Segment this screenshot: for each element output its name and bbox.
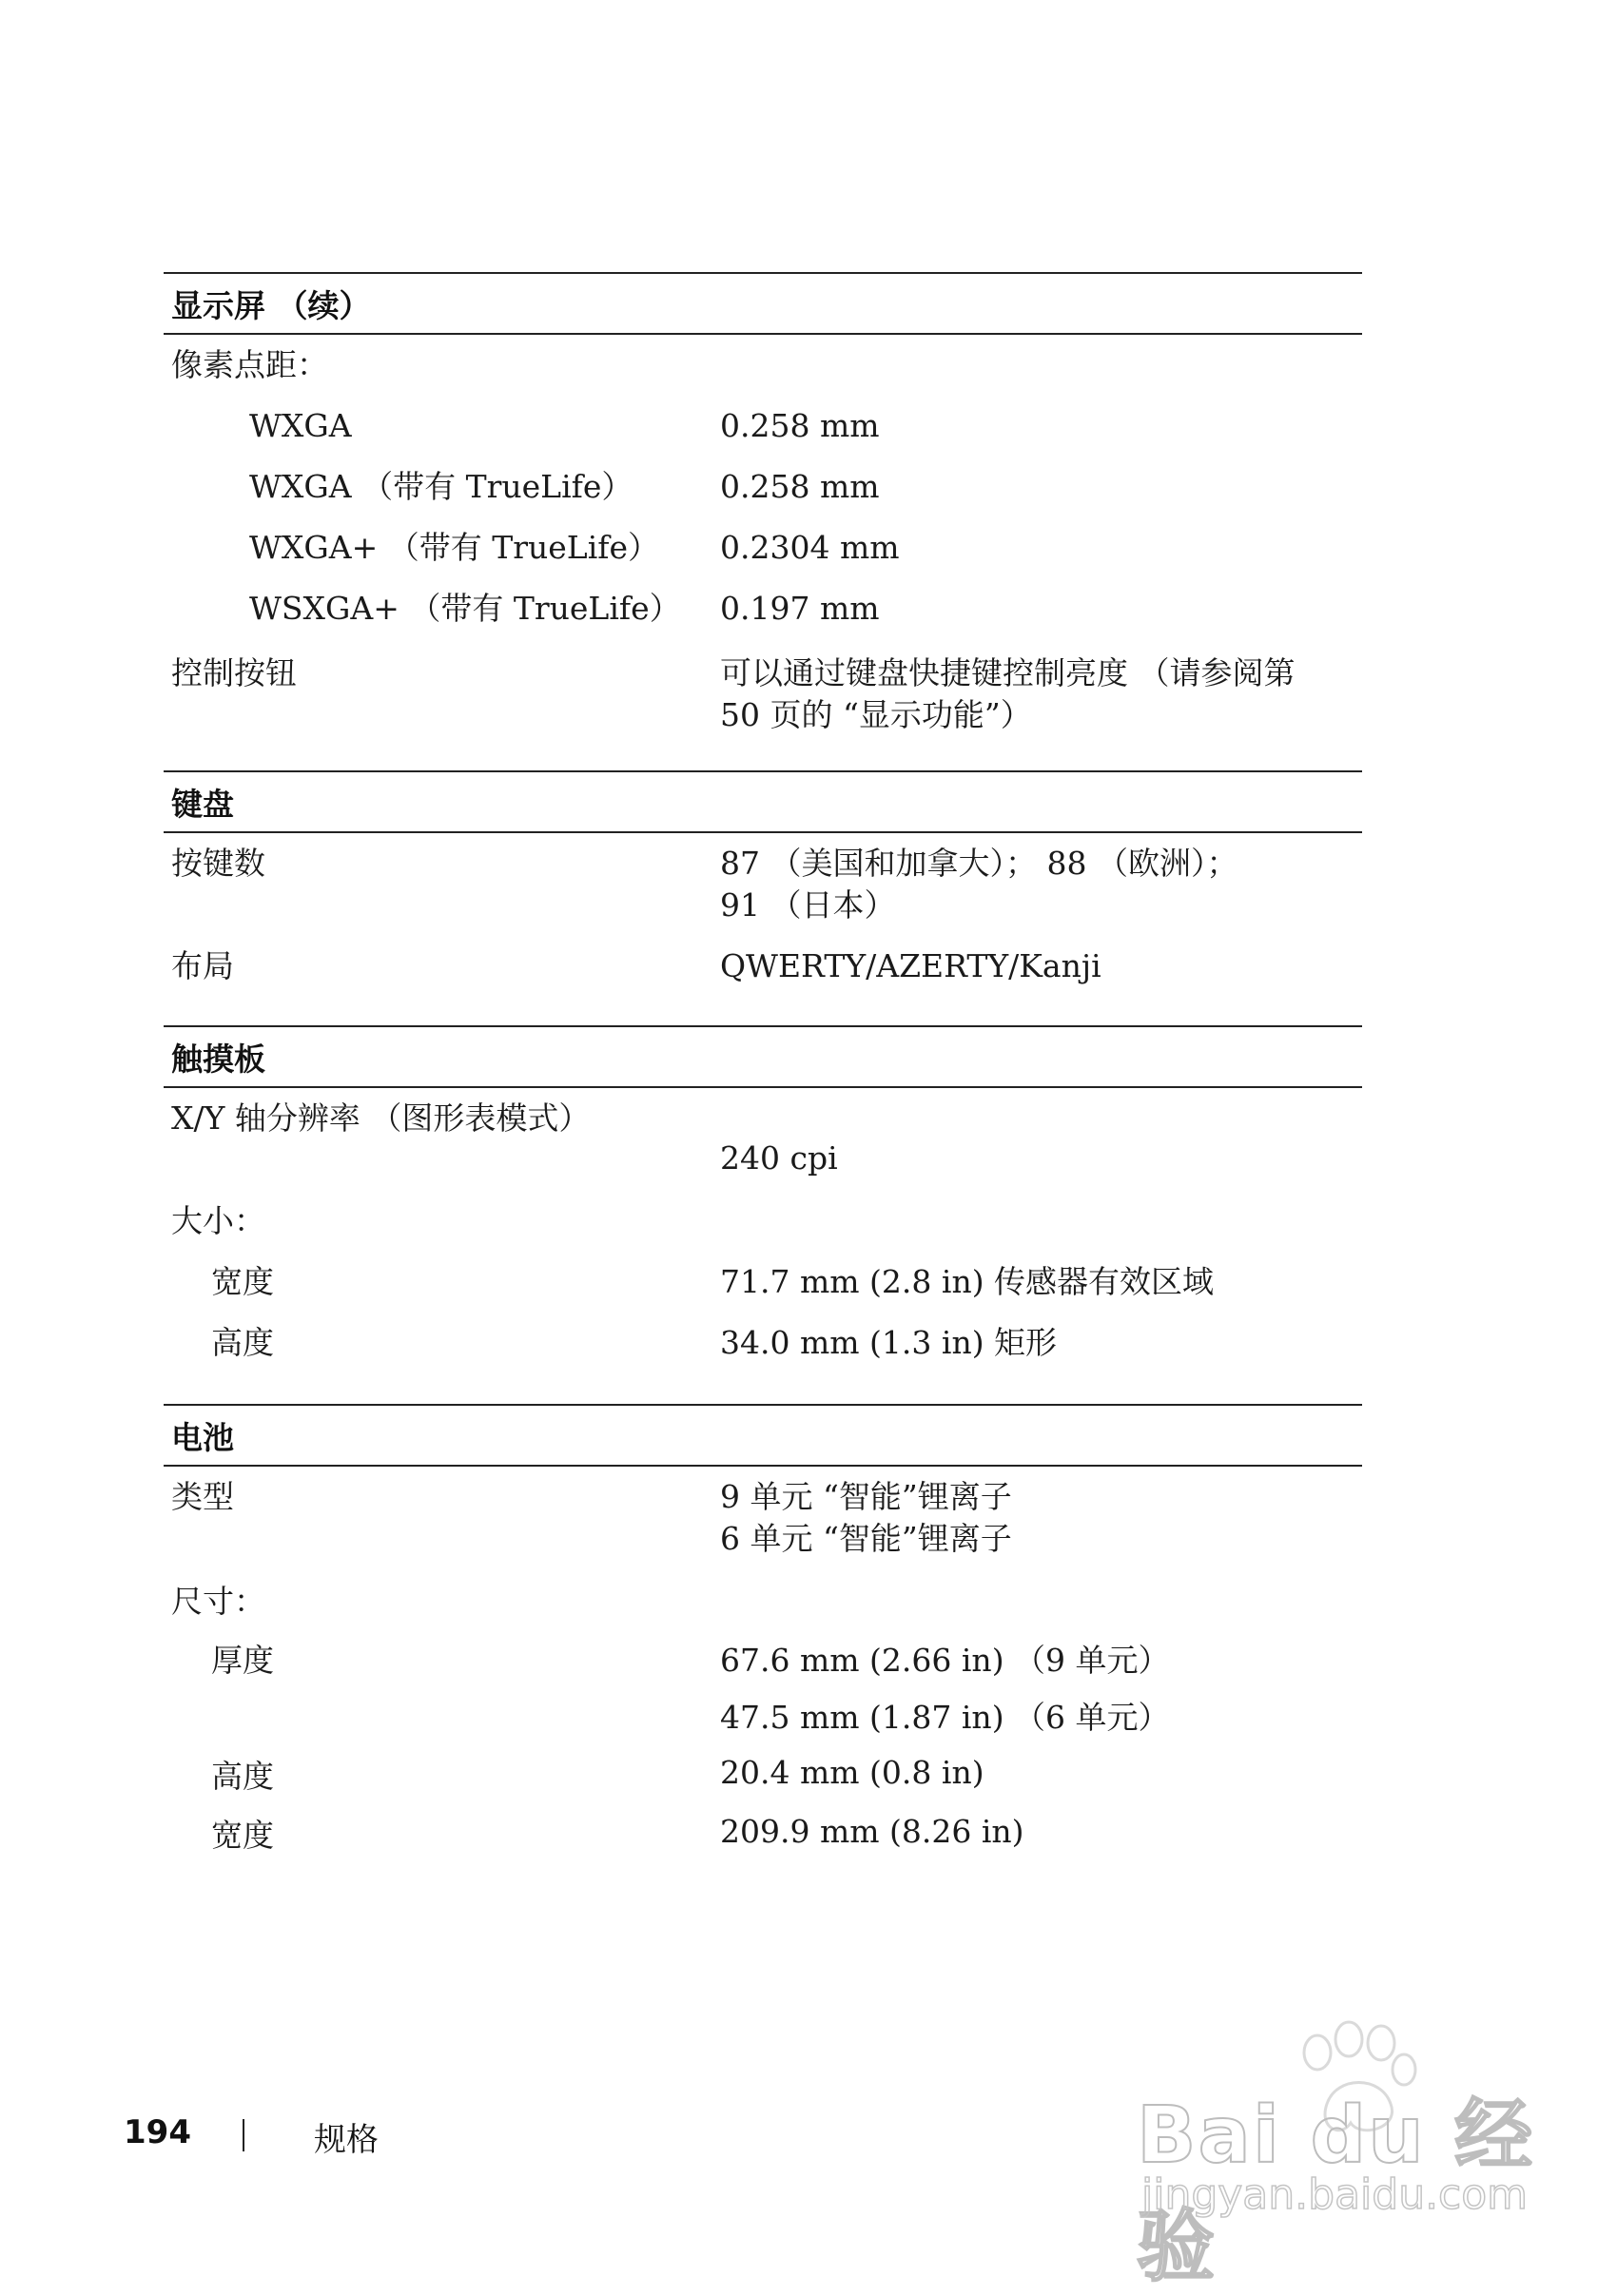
touchpad-height-value: 34.0 mm (1.3 in) 矩形 — [720, 1324, 1058, 1361]
touchpad-section — [164, 1025, 1362, 1361]
touchpad-height-label: 高度 — [211, 1324, 274, 1361]
keys-value-line1: 87 （美国和加拿大）； 88 （欧洲）； — [720, 845, 1238, 882]
battery-type-label: 类型 — [171, 1478, 234, 1515]
pixel-pitch-label: 像素点距： — [171, 346, 328, 383]
keyboard-section — [164, 770, 1362, 984]
pitch-value-wxga: 0.258 mm — [720, 407, 880, 444]
battery-type-value-line1: 9 单元 “智能”锂离子 — [720, 1478, 1012, 1515]
battery-depth-value-1: 67.6 mm (2.66 in) （9 单元） — [720, 1642, 1170, 1679]
pitch-label-wxga: WXGA — [249, 407, 352, 444]
chapter-title: 规格 — [314, 2121, 379, 2159]
touchpad-width-value: 71.7 mm (2.8 in) 传感器有效区域 — [720, 1263, 1215, 1300]
section-title-battery: 电池 — [164, 1404, 1362, 1467]
battery-width-value: 209.9 mm (8.26 in) — [720, 1813, 1024, 1850]
pitch-value-wxga-truelife: 0.258 mm — [720, 468, 880, 505]
battery-section — [164, 1404, 1362, 1854]
pitch-label-wsxga-plus: WSXGA+ （带有 TrueLife） — [249, 590, 681, 627]
controls-value-line1: 可以通过键盘快捷键控制亮度 （请参阅第 — [720, 654, 1296, 691]
layout-label: 布局 — [171, 947, 234, 984]
section-title-display: 显示屏 （续） — [164, 272, 1362, 335]
battery-depth-label: 厚度 — [211, 1642, 274, 1679]
pitch-value-wxga-plus: 0.2304 mm — [720, 529, 900, 566]
section-title-keyboard: 键盘 — [164, 770, 1362, 833]
page-number: 194 — [124, 2113, 191, 2151]
controls-label: 控制按钮 — [171, 654, 297, 691]
dimensions-label: 尺寸： — [171, 1583, 265, 1620]
section-title-touchpad: 触摸板 — [164, 1025, 1362, 1088]
watermark-url: jingyan.baidu.com — [1141, 2170, 1529, 2219]
touchpad-width-label: 宽度 — [211, 1263, 274, 1300]
keys-value-line2: 91 （日本） — [720, 886, 896, 924]
size-label: 大小： — [171, 1202, 265, 1239]
resolution-value: 240 cpi — [720, 1139, 838, 1177]
keys-label: 按键数 — [171, 845, 265, 882]
pitch-label-wxga-truelife: WXGA （带有 TrueLife） — [249, 468, 633, 505]
pitch-label-wxga-plus: WXGA+ （带有 TrueLife） — [249, 529, 660, 566]
battery-type-value-line2: 6 单元 “智能”锂离子 — [720, 1520, 1012, 1557]
watermark-brand: Bai du 经验 — [1137, 2091, 1535, 2292]
battery-height-value: 20.4 mm (0.8 in) — [720, 1754, 984, 1791]
pitch-value-wsxga-plus: 0.197 mm — [720, 590, 880, 627]
controls-value-line2: 50 页的 “显示功能”） — [720, 696, 1032, 733]
display-section — [164, 272, 1362, 733]
resolution-label: X/Y 轴分辨率 （图形表模式） — [171, 1099, 591, 1137]
footer-divider — [243, 2119, 244, 2151]
battery-height-label: 高度 — [211, 1758, 274, 1795]
layout-value: QWERTY/AZERTY/Kanji — [720, 947, 1101, 984]
battery-width-label: 宽度 — [211, 1817, 274, 1854]
battery-depth-value-2: 47.5 mm (1.87 in) （6 单元） — [720, 1699, 1170, 1736]
